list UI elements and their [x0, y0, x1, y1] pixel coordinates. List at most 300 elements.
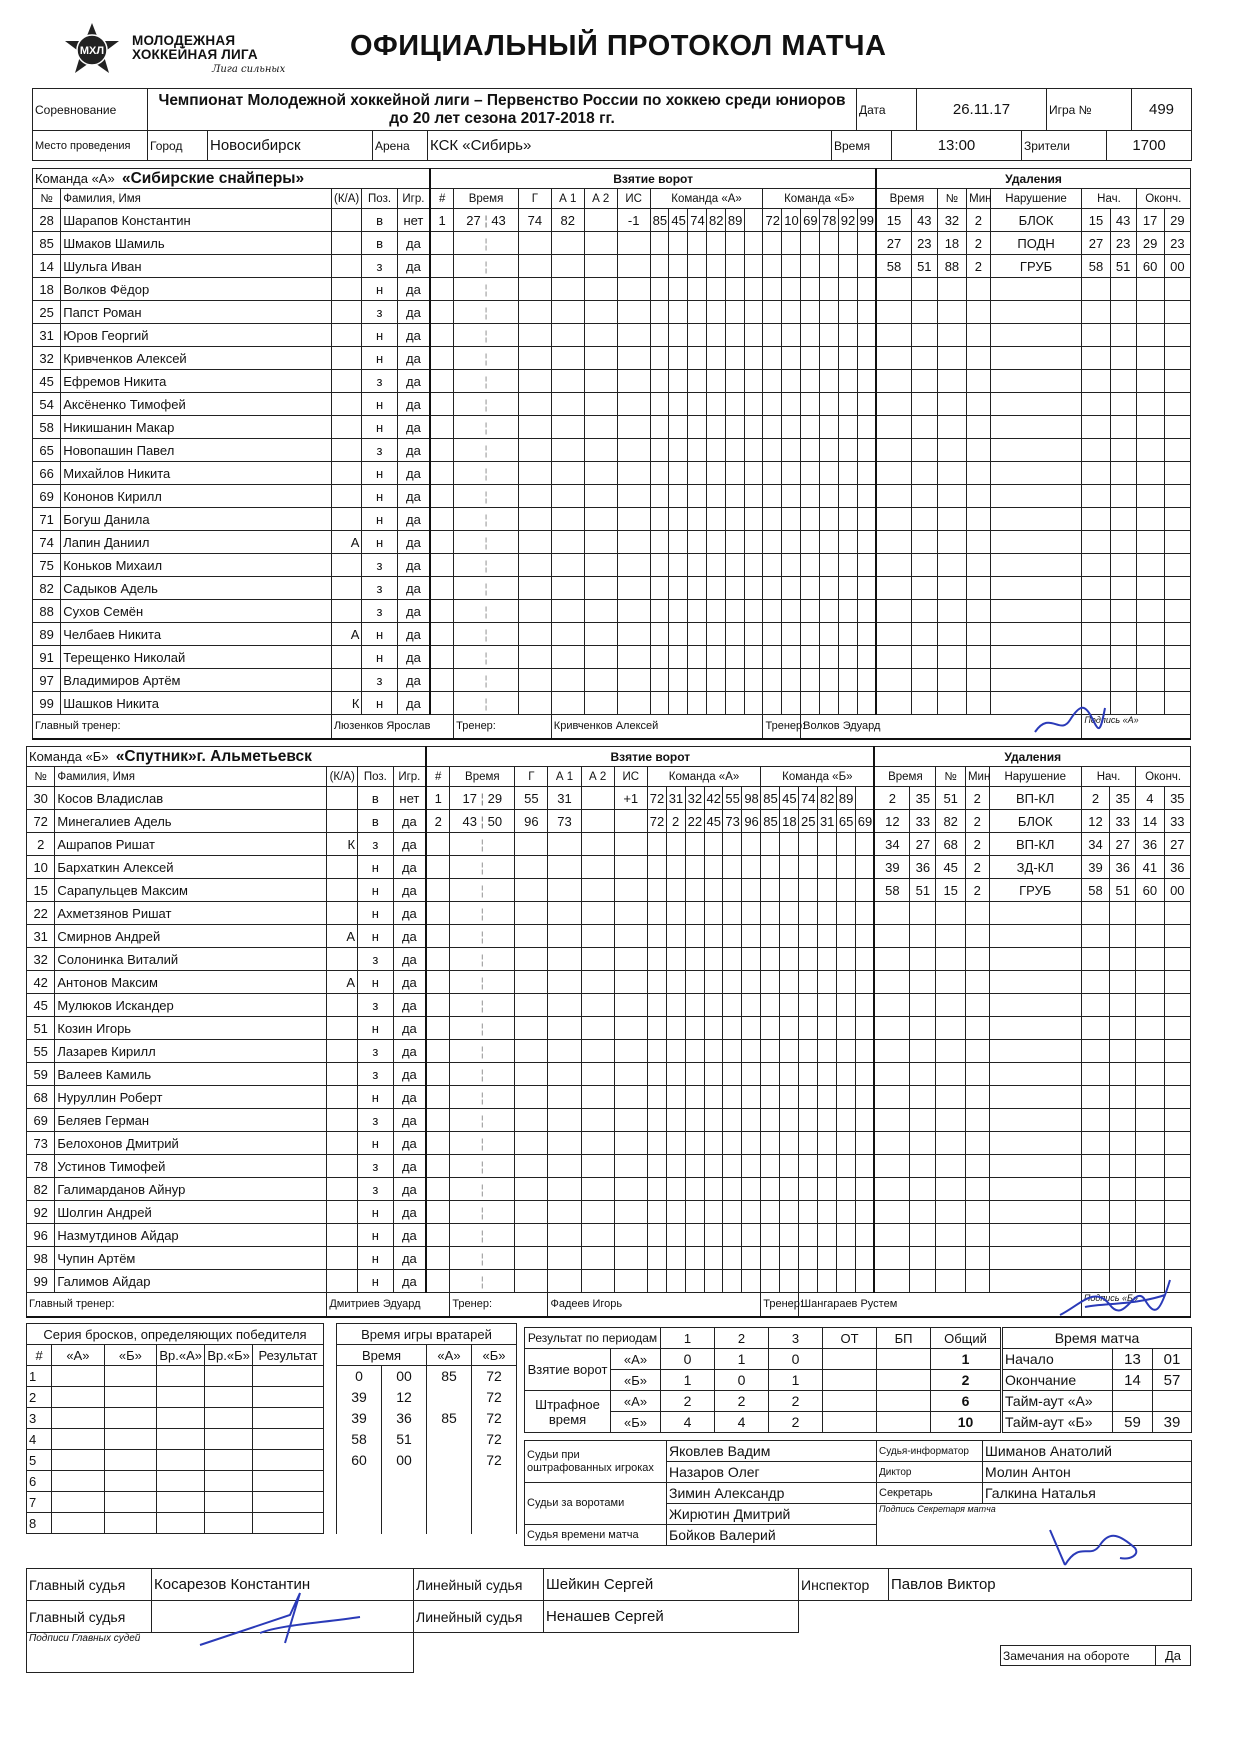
player-played: да: [397, 370, 430, 393]
on-ice-b-cell: [857, 462, 876, 485]
goal-cell: [515, 1155, 548, 1178]
goal-cell: [614, 1247, 647, 1270]
player-num: 54: [33, 393, 61, 416]
goalie-cell: [382, 1513, 427, 1534]
player-row: [27, 948, 1191, 971]
goal-cell: [584, 508, 617, 531]
penalty-cell: 39: [874, 856, 909, 879]
goal-cell: [518, 646, 551, 669]
player-num: 72: [27, 810, 55, 833]
on-ice-b-cell: [855, 1063, 874, 1086]
player-num: 82: [33, 577, 61, 600]
match-place-table: [32, 130, 1192, 161]
player-pos: в: [358, 787, 393, 810]
goal-cell: [518, 278, 551, 301]
penalty-cell: 2: [967, 209, 991, 232]
on-ice-b-cell: [799, 1201, 818, 1224]
penalty-cell: [937, 462, 966, 485]
on-ice-b-cell: [801, 623, 820, 646]
on-ice-b-cell: [838, 324, 857, 347]
on-ice-a-cell: [723, 1132, 742, 1155]
col-pen-start: Нач.: [1081, 767, 1135, 787]
penalty-cell: [1164, 347, 1190, 370]
penalty-cell: [1164, 971, 1190, 994]
penalty-cell: 33: [1110, 810, 1136, 833]
player-ka: А: [331, 531, 362, 554]
player-num: 99: [27, 1270, 55, 1293]
shootout-cell: [157, 1429, 205, 1450]
on-ice-a-cell: [742, 1178, 761, 1201]
on-ice-b-cell: [838, 278, 857, 301]
on-ice-b-cell: [799, 1132, 818, 1155]
on-ice-a-cell: [650, 255, 669, 278]
on-ice-b-cell: [799, 994, 818, 1017]
penalty-cell: 15: [876, 209, 911, 232]
player-pos: н: [362, 646, 397, 669]
on-ice-a-cell: [688, 600, 707, 623]
goal-cell: [584, 646, 617, 669]
on-ice-a-cell: [688, 416, 707, 439]
penalty-cell: [936, 1224, 966, 1247]
penalty-cell: [967, 347, 991, 370]
on-ice-b-cell: [761, 902, 780, 925]
on-ice-b-cell: [780, 1224, 799, 1247]
penalty-cell: [937, 531, 966, 554]
penalties-section-title: Удаления: [876, 169, 1190, 189]
goal-cell: ¦: [450, 833, 515, 856]
goal-cell: [551, 462, 584, 485]
competition-label: Соревнование: [33, 89, 148, 131]
goal-cell: ¦: [450, 1224, 515, 1247]
player-num: 30: [27, 787, 55, 810]
linesman-label-1: Линейный судья: [414, 1569, 544, 1601]
goalie-cell: 39: [337, 1408, 382, 1429]
on-ice-b-cell: [819, 347, 838, 370]
on-ice-b-cell: [855, 787, 874, 810]
on-ice-b-cell: [836, 902, 855, 925]
player-name: Владимиров Артём: [61, 669, 332, 692]
col-name: Фамилия, Имя: [61, 189, 332, 209]
on-ice-a-cell: [723, 1109, 742, 1132]
player-ka: [327, 1132, 358, 1155]
penalty-cell: [1110, 577, 1136, 600]
penalty-cell: [1110, 1086, 1136, 1109]
penalty-cell: [876, 577, 911, 600]
on-ice-a-cell: [688, 692, 707, 715]
penalty-cell: [1164, 301, 1190, 324]
on-ice-a-cell: [650, 623, 669, 646]
penalty-cell: [1164, 554, 1190, 577]
on-ice-a-cell: [685, 1132, 704, 1155]
penalty-cell: [876, 416, 911, 439]
period-col: 3: [769, 1328, 823, 1349]
on-ice-a-cell: [707, 669, 726, 692]
period-value: [877, 1370, 931, 1391]
penalty-cell: [1110, 994, 1136, 1017]
goal-cell: [551, 255, 584, 278]
on-ice-a-cell: [650, 577, 669, 600]
player-name: Солонинка Виталий: [55, 948, 327, 971]
goal-cell: [614, 810, 647, 833]
player-name: Косов Владислав: [55, 787, 327, 810]
on-ice-a-cell: [725, 554, 744, 577]
penalty-cell: [1164, 692, 1190, 715]
goal-cell: ¦: [454, 646, 519, 669]
goalie-cell: [337, 1471, 382, 1492]
col-pen-start: Нач.: [1082, 189, 1136, 209]
on-ice-b-cell: [799, 902, 818, 925]
on-ice-b-cell: [761, 925, 780, 948]
on-ice-a-cell: [707, 347, 726, 370]
on-ice-a-cell: [742, 1270, 761, 1293]
penalty-cell: БЛОК: [989, 810, 1081, 833]
penalty-cell: [1136, 531, 1164, 554]
penalty-cell: [1081, 1132, 1109, 1155]
goal-cell: [518, 623, 551, 646]
player-ka: [327, 902, 358, 925]
goal-cell: [548, 879, 581, 902]
coach-2-value: Волков Эдуард: [801, 715, 1082, 739]
player-row: [33, 462, 1191, 485]
penalty-cell: [1110, 278, 1136, 301]
on-ice-a-cell: [707, 301, 726, 324]
on-ice-a-cell: [669, 669, 688, 692]
on-ice-a-cell: [707, 531, 726, 554]
on-ice-b-cell: [763, 301, 782, 324]
on-ice-a-cell: [744, 669, 763, 692]
penalty-cell: [936, 925, 966, 948]
player-pos: н: [358, 1247, 393, 1270]
goal-cell: [551, 439, 584, 462]
penalty-cell: 45: [936, 856, 966, 879]
penalty-cell: [911, 370, 937, 393]
penalty-cell: 29: [1136, 232, 1164, 255]
penalty-cell: [989, 1063, 1081, 1086]
goal-cell: [584, 554, 617, 577]
player-played: да: [393, 1063, 426, 1086]
player-num: 14: [33, 255, 61, 278]
on-ice-b-cell: 18: [780, 810, 799, 833]
penalty-cell: [936, 1132, 966, 1155]
player-pos: н: [358, 856, 393, 879]
penalty-cell: [967, 485, 991, 508]
player-played: да: [397, 646, 430, 669]
penalty-cell: [989, 1132, 1081, 1155]
on-ice-a-cell: 32: [685, 787, 704, 810]
player-name: Кривченков Алексей: [61, 347, 332, 370]
player-row: [27, 1132, 1191, 1155]
shootout-cell: [253, 1450, 324, 1471]
on-ice-a-cell: [704, 879, 723, 902]
on-ice-b-cell: [761, 856, 780, 879]
penalty-cell: [1110, 925, 1136, 948]
penalty-cell: [989, 925, 1081, 948]
goal-cell: [584, 669, 617, 692]
penalty-cell: [1136, 278, 1164, 301]
player-name: Ефремов Никита: [61, 370, 332, 393]
on-ice-a-cell: [647, 948, 666, 971]
goal-cell: [430, 554, 454, 577]
info-label: Судья-информатор: [877, 1441, 983, 1462]
on-ice-a-cell: 98: [742, 787, 761, 810]
periods-team: «А»: [611, 1391, 661, 1412]
player-name: Шарапов Константин: [61, 209, 332, 232]
player-ka: [327, 787, 358, 810]
on-ice-a-cell: [669, 508, 688, 531]
player-pos: н: [358, 902, 393, 925]
player-ka: [331, 600, 362, 623]
shootout-table: [26, 1323, 324, 1534]
on-ice-a-cell: [685, 1201, 704, 1224]
on-ice-a-cell: [742, 925, 761, 948]
on-ice-b-cell: 89: [836, 787, 855, 810]
player-pos: з: [362, 554, 397, 577]
match-time-sec: [1153, 1391, 1192, 1412]
on-ice-a-cell: [725, 393, 744, 416]
penalty-cell: [1081, 971, 1109, 994]
penalty-cell: [1082, 554, 1110, 577]
on-ice-b-cell: [761, 879, 780, 902]
goal-cell: [614, 1201, 647, 1224]
on-ice-a-cell: [666, 971, 685, 994]
player-pos: н: [358, 925, 393, 948]
goal-cell: [518, 462, 551, 485]
goal-cell: [426, 1224, 450, 1247]
on-ice-b-cell: [761, 1017, 780, 1040]
remarks-label: Замечания на обороте: [1001, 1646, 1156, 1666]
on-ice-b-cell: [761, 1086, 780, 1109]
on-ice-a-cell: [707, 508, 726, 531]
goal-cell: [426, 1270, 450, 1293]
penalty-cell: [1110, 462, 1136, 485]
on-ice-a-cell: [725, 347, 744, 370]
player-played: да: [393, 810, 426, 833]
on-ice-a-cell: [725, 370, 744, 393]
penalty-cell: 58: [874, 879, 909, 902]
penalty-cell: 36: [1164, 856, 1190, 879]
penalty-cell: [965, 1201, 989, 1224]
time-judge-label: Судья времени матча: [525, 1525, 667, 1546]
on-ice-b-cell: [780, 1086, 799, 1109]
goalie-cell: 00: [382, 1366, 427, 1387]
penalty-cell: [1164, 1040, 1190, 1063]
col-violation: Нарушение: [990, 189, 1082, 209]
on-ice-b-cell: [817, 1178, 836, 1201]
on-ice-a-cell: 72: [647, 787, 666, 810]
goal-cell: [581, 1178, 614, 1201]
on-ice-a-cell: [725, 692, 744, 715]
on-ice-a-cell: [650, 646, 669, 669]
on-ice-a-cell: [650, 600, 669, 623]
goal-cell: ¦: [454, 347, 519, 370]
penalty-cell: [1081, 1201, 1109, 1224]
player-pos: з: [362, 600, 397, 623]
player-name: Волков Фёдор: [61, 278, 332, 301]
goal-cell: [581, 1224, 614, 1247]
player-row: [27, 902, 1191, 925]
on-ice-b-cell: [763, 232, 782, 255]
shootout-cell: [52, 1450, 105, 1471]
col-ka: (К/А): [331, 189, 362, 209]
goal-cell: [548, 1155, 581, 1178]
on-ice-b-cell: [799, 1224, 818, 1247]
penalty-cell: 36: [1110, 856, 1136, 879]
on-ice-a-cell: [725, 577, 744, 600]
player-played: да: [393, 1201, 426, 1224]
on-ice-b-cell: [782, 462, 801, 485]
player-ka: [331, 232, 362, 255]
shootout-cell: [104, 1471, 157, 1492]
on-ice-a-cell: [685, 879, 704, 902]
on-ice-b-cell: [799, 1063, 818, 1086]
penalty-cell: [1136, 1132, 1164, 1155]
shootout-cell: [104, 1450, 157, 1471]
penalty-cell: [936, 1247, 966, 1270]
on-ice-b-cell: [780, 833, 799, 856]
on-ice-a-cell: [725, 623, 744, 646]
penalty-cell: 27: [1110, 833, 1136, 856]
col-situation: ИС: [614, 767, 647, 787]
period-value: 2: [661, 1391, 715, 1412]
penalty-cell: [989, 1247, 1081, 1270]
shootout-cell: [253, 1513, 324, 1534]
player-name: Коньков Михаил: [61, 554, 332, 577]
player-pos: н: [362, 416, 397, 439]
player-name: Аксёненко Тимофей: [61, 393, 332, 416]
penalty-cell: [1164, 1109, 1190, 1132]
penalty-cell: 2: [965, 787, 989, 810]
penalty-cell: [1110, 1063, 1136, 1086]
goal-cell: ¦: [450, 879, 515, 902]
penalty-cell: 43: [1110, 209, 1136, 232]
penalty-cell: [989, 948, 1081, 971]
penalty-cell: [965, 1017, 989, 1040]
on-ice-a-cell: [742, 994, 761, 1017]
goalie-cell: 12: [382, 1387, 427, 1408]
on-ice-a-cell: [707, 370, 726, 393]
player-name: Бархаткин Алексей: [55, 856, 327, 879]
on-ice-a-cell: [688, 485, 707, 508]
on-ice-a-cell: [669, 439, 688, 462]
on-ice-a-cell: [723, 971, 742, 994]
match-time-sec: 39: [1153, 1412, 1192, 1433]
on-ice-a-cell: 45: [669, 209, 688, 232]
goal-cell: ¦: [450, 1109, 515, 1132]
head-coach-label: Главный тренер:: [27, 1293, 327, 1317]
penalty-cell: [1110, 531, 1136, 554]
player-row: [33, 531, 1191, 554]
penalty-cell: [965, 1040, 989, 1063]
on-ice-b-cell: [819, 531, 838, 554]
goal-cell: [581, 1017, 614, 1040]
penalty-cell: [1110, 439, 1136, 462]
on-ice-a-cell: [650, 301, 669, 324]
penalty-cell: [967, 439, 991, 462]
player-name: Шолгин Андрей: [55, 1201, 327, 1224]
goal-cell: [430, 531, 454, 554]
goalie-cell: [427, 1492, 472, 1513]
on-ice-b-cell: [836, 925, 855, 948]
on-ice-b-cell: [857, 255, 876, 278]
penalty-cell: [1082, 577, 1110, 600]
player-ka: [331, 577, 362, 600]
on-ice-b-cell: 85: [761, 787, 780, 810]
penalty-cell: [910, 1247, 936, 1270]
player-played: да: [393, 856, 426, 879]
penalty-cell: [874, 1086, 909, 1109]
on-ice-b-cell: [819, 301, 838, 324]
penalty-cell: [911, 462, 937, 485]
player-pos: з: [362, 577, 397, 600]
on-ice-b-cell: [817, 971, 836, 994]
on-ice-b-cell: [780, 902, 799, 925]
on-ice-a-cell: [666, 1063, 685, 1086]
on-ice-a-cell: [723, 856, 742, 879]
player-row: [33, 554, 1191, 577]
goal-cell: [548, 856, 581, 879]
goal-cell: [551, 600, 584, 623]
on-ice-a-cell: [725, 600, 744, 623]
on-ice-b-cell: [836, 1132, 855, 1155]
player-ka: [327, 994, 358, 1017]
on-ice-a-cell: [688, 301, 707, 324]
penalty-cell: [936, 948, 966, 971]
on-ice-a-cell: [669, 485, 688, 508]
player-row: [33, 301, 1191, 324]
on-ice-a-cell: [669, 278, 688, 301]
penalty-cell: [1081, 1247, 1109, 1270]
on-ice-b-cell: [855, 1017, 874, 1040]
goal-cell: ¦: [454, 462, 519, 485]
goal-cell: [548, 1247, 581, 1270]
shootout-cell: [104, 1429, 157, 1450]
on-ice-a-cell: [669, 393, 688, 416]
on-ice-b-cell: [855, 948, 874, 971]
on-ice-b-cell: [817, 1109, 836, 1132]
on-ice-a-cell: [685, 902, 704, 925]
col-pen-time: Время: [874, 767, 935, 787]
goal-cell: [581, 1201, 614, 1224]
col-goal-scorer: Г: [515, 767, 548, 787]
penalty-cell: [876, 393, 911, 416]
on-ice-a-cell: [744, 646, 763, 669]
penalty-cell: [989, 1178, 1081, 1201]
goal-cell: [617, 600, 650, 623]
player-played: да: [393, 1040, 426, 1063]
goal-cell: [584, 255, 617, 278]
penalty-cell: 2: [967, 255, 991, 278]
on-ice-b-cell: [782, 531, 801, 554]
shootout-cell: [52, 1471, 105, 1492]
on-ice-b-cell: [782, 416, 801, 439]
player-name: Назмутдинов Айдар: [55, 1224, 327, 1247]
period-value: 0: [661, 1349, 715, 1370]
on-ice-b-cell: [836, 856, 855, 879]
goalie-cell: 0: [337, 1366, 382, 1387]
on-ice-b-cell: 65: [836, 810, 855, 833]
match-time-sec: 01: [1153, 1349, 1192, 1370]
on-ice-b-cell: [799, 1155, 818, 1178]
player-pos: в: [362, 209, 397, 232]
on-ice-b-cell: [838, 347, 857, 370]
match-header-table: [32, 88, 1192, 131]
penalty-cell: [1110, 508, 1136, 531]
goal-cell: [584, 209, 617, 232]
period-value: 1: [931, 1349, 1001, 1370]
goal-cell: [584, 485, 617, 508]
on-ice-b-cell: [780, 925, 799, 948]
penalty-cell: [911, 646, 937, 669]
